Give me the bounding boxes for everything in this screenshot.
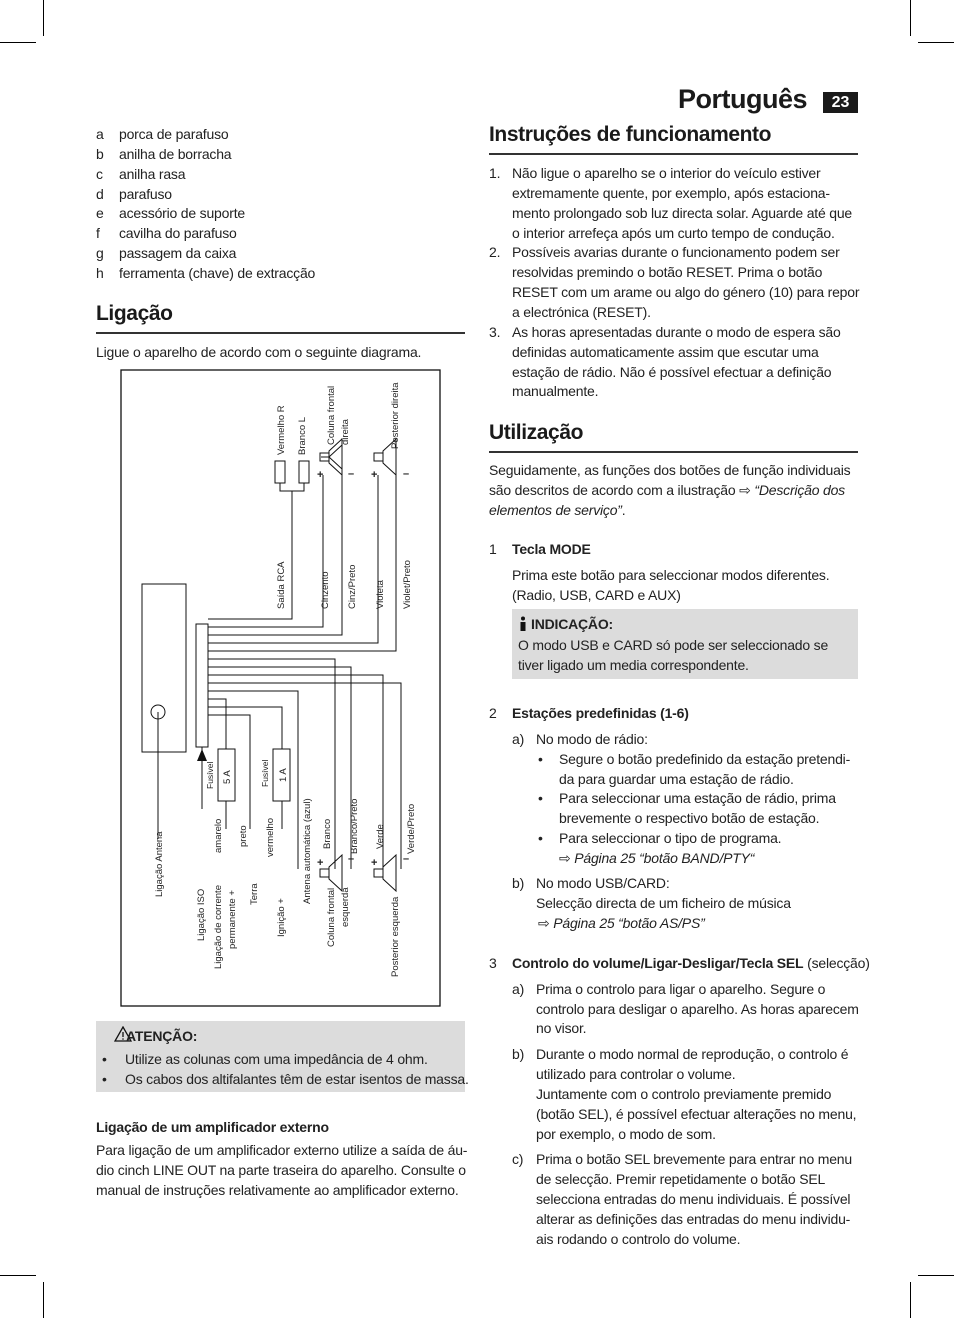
amplifier-title: Ligação de um amplificador externo [96, 1119, 329, 1135]
body-line: no visor. [536, 1020, 587, 1036]
list-number: 1. [489, 165, 501, 181]
section-rule [489, 153, 858, 155]
body-line: No modo USB/CARD: [536, 875, 670, 891]
warning-item: Os cabos dos altifalantes têm de estar isentos de massa. [125, 1071, 469, 1087]
polarity-minus: – [403, 468, 410, 480]
item-key: a) [512, 731, 525, 747]
list-item: estação de rádio. Não é possível efectuar a definição [512, 364, 832, 380]
section-number: 1 [489, 541, 497, 557]
warning-box [96, 1021, 469, 1092]
fuse-value: 1 A [278, 768, 289, 782]
bullet-line: Para seleccionar uma estação de rádio, prima [559, 790, 836, 806]
list-item: resolvidas premindo o botão RESET. Prima o botão [512, 264, 823, 280]
fuse-label: Fusível [205, 761, 215, 789]
list-item: mento prolongado sob luz directa solar. Aguarde até que [512, 205, 853, 221]
item-key: b) [512, 875, 525, 891]
page-reference: ⇨ Página 25 “botão AS/PS” [538, 915, 705, 931]
polarity-plus: + [371, 469, 378, 481]
crop-mark [0, 1275, 36, 1276]
crop-mark [910, 1282, 911, 1318]
arrow-icon: ⇨ [559, 850, 571, 866]
diagram-label: amarelo [213, 818, 224, 853]
list-item: extremamente quente, por exemplo, após estaciona- [512, 185, 830, 201]
crop-mark [910, 0, 911, 36]
polarity-plus: + [371, 857, 378, 869]
page-number: 23 [823, 92, 858, 113]
body-line: de selecção. Premir repetidamente o botão SEL [536, 1171, 826, 1187]
bullet: • [538, 830, 543, 846]
diagram-label: Branco/Preto [349, 798, 360, 854]
section-number: 3 [489, 955, 497, 971]
info-icon [518, 616, 528, 631]
arrow-icon: ⇨ [739, 482, 751, 498]
fuse-label: Fusível [260, 759, 270, 787]
list-item: o interior arrefeça após um curto tempo de condução. [512, 225, 835, 241]
section-title-instrucoes: Instruções de funcionamento [489, 123, 772, 146]
body-line: utilizado para controlar o volume. [536, 1066, 736, 1082]
subsection-title: Controlo do volume/Ligar-Desligar/Tecla SEL (selecção) [512, 955, 870, 971]
diagram-label: Terra [249, 883, 260, 905]
list-item: RESET com um arame ou algo do género (10) para repor [512, 284, 860, 300]
list-item: a electrónica (RESET). [512, 304, 651, 320]
diagram-label: Ligação ISO [196, 888, 207, 941]
amplifier-line: manual de instruções relativamente ao amplificador externo. [96, 1182, 459, 1198]
item-key: a) [512, 981, 525, 997]
diagram-label: permanente + [227, 890, 238, 949]
amplifier-line: dio cinch LINE OUT na parte traseira do aparelho. Consulte o [96, 1162, 466, 1178]
polarity-plus: + [317, 469, 324, 481]
subsection-title: Estações predefinidas (1-6) [512, 705, 689, 721]
section-title-utilizacao: Utilização [489, 421, 584, 444]
note-box [512, 609, 858, 679]
body-line: (Radio, USB, CARD e AUX) [512, 587, 681, 603]
diagram-label: Coluna frontal [326, 887, 337, 947]
language-title: Português [677, 84, 807, 114]
bullet-line: brevemente o respectivo botão de estação. [559, 810, 820, 826]
note-line: tiver ligado um media correspondente. [518, 657, 749, 673]
ligacao-intro: Ligue o aparelho de acordo com o seguinte diagrama. [96, 344, 422, 360]
body-line: Durante o modo normal de reprodução, o controlo é [536, 1046, 849, 1062]
section-rule [96, 332, 465, 334]
crop-mark [0, 42, 36, 43]
body-line: Prima o controlo para ligar o aparelho. Segure o [536, 981, 826, 997]
diagram-label: Branco L [297, 416, 308, 455]
body-line: (botão SEL), é possível efectuar alterações no menu, [536, 1106, 857, 1122]
section-number: 2 [489, 705, 497, 721]
list-item: As horas apresentadas durante o modo de espera são [512, 324, 841, 340]
body-line: por exemplo, o modo de som. [536, 1126, 716, 1142]
intro-line: são descritos de acordo com a ilustração ⇨ “Descrição dos [489, 482, 845, 498]
subsection-title: Tecla MODE [512, 541, 591, 557]
diagram-label: Ligação Antena [154, 831, 165, 897]
list-number: 3. [489, 324, 501, 340]
body-line: controlo para desligar o aparelho. As horas aparecem [536, 1001, 859, 1017]
diagram-label: vermelho [265, 817, 276, 857]
warning-title: ATENÇÃO: [126, 1028, 198, 1044]
diagram-label: Violeta [375, 580, 386, 609]
crop-mark [918, 1275, 954, 1276]
bullet-line: Para seleccionar o tipo de programa. [559, 830, 782, 846]
section-title-ligacao: Ligação [96, 302, 173, 325]
arrow-icon: ⇨ [538, 915, 550, 931]
polarity-minus: – [403, 853, 410, 865]
intro-line: Seguidamente, as funções dos botões de função individuais [489, 462, 851, 478]
list-item: Possíveis avarias durante o funcionamento podem ser [512, 244, 840, 260]
amplifier-line: Para ligação de um amplificador externo utilize a saída de áu- [96, 1142, 468, 1158]
diagram-label: esquerda [340, 887, 351, 927]
intro-line: elementos de serviço”. [489, 502, 626, 518]
diagram-label: Coluna frontal [326, 385, 337, 445]
diagram-label: Branco [322, 818, 333, 849]
list-item: Não ligue o aparelho se o interior do veículo estiver [512, 165, 821, 181]
warning-item: Utilize as colunas com uma impedância de 4 ohm. [125, 1051, 428, 1067]
item-key: c) [512, 1151, 524, 1167]
list-item: definidas automaticamente assim que escutar uma [512, 344, 819, 360]
list-number: 2. [489, 244, 501, 260]
diagram-label: Verde/Preto [406, 803, 417, 854]
body-line: Prima este botão para seleccionar modos diferentes. [512, 567, 830, 583]
wiring-diagram [120, 369, 442, 1009]
polarity-plus: + [317, 857, 324, 869]
diagram-label: Violet/Preto [402, 560, 413, 609]
section-rule [489, 451, 858, 453]
diagram-label: preto [238, 825, 249, 847]
note-title: INDICAÇÃO: [531, 616, 613, 632]
diagram-label: Antena automática (azul) [302, 798, 313, 904]
page-reference: ⇨ Página 25 “botão BAND/PTY“ [559, 850, 755, 866]
diagram-label: Ignição + [276, 898, 287, 937]
diagram-label: direita [340, 419, 351, 445]
diagram-label: Cinz/Preto [347, 564, 358, 609]
list-item: manualmente. [512, 383, 599, 399]
body-line: No modo de rádio: [536, 731, 648, 747]
diagram-label: Posterior esquerda [390, 896, 401, 977]
crop-mark [43, 0, 44, 36]
body-line: Juntamente com o controlo previamente premido [536, 1086, 832, 1102]
fuse-value: 5 A [222, 770, 233, 784]
diagram-label: Posterior direita [390, 382, 401, 449]
body-line: Prima o botão SEL brevemente para entrar no menu [536, 1151, 852, 1167]
crop-mark [918, 42, 954, 43]
polarity-minus: – [348, 853, 355, 865]
bullet: • [102, 1051, 107, 1067]
bullet-line: da para guardar uma estação de rádio. [559, 771, 794, 787]
body-line: ais rodando o controlo do volume. [536, 1231, 741, 1247]
item-key: b) [512, 1046, 525, 1062]
diagram-label: Vermelho R [276, 405, 287, 455]
body-line: alterar as definições das entradas do menu individu- [536, 1211, 851, 1227]
crop-mark [43, 1282, 44, 1318]
note-line: O modo USB e CARD só pode ser seleccionado se [518, 637, 829, 653]
bullet: • [102, 1071, 107, 1087]
diagram-label: Saída RCA [276, 561, 287, 609]
bullet: • [538, 790, 543, 806]
diagram-label: Verde [375, 824, 386, 849]
polarity-minus: – [348, 468, 355, 480]
diagram-label: Cinzento [320, 571, 331, 609]
bullet-line: Segure o botão predefinido da estação pretendi- [559, 751, 851, 767]
bullet: • [538, 751, 543, 767]
body-line: Selecção directa de um ficheiro de música [536, 895, 791, 911]
diagram-label: Ligação de corrente [213, 885, 224, 969]
body-line: selecciona entradas do menu individuais. É possível [536, 1191, 851, 1207]
